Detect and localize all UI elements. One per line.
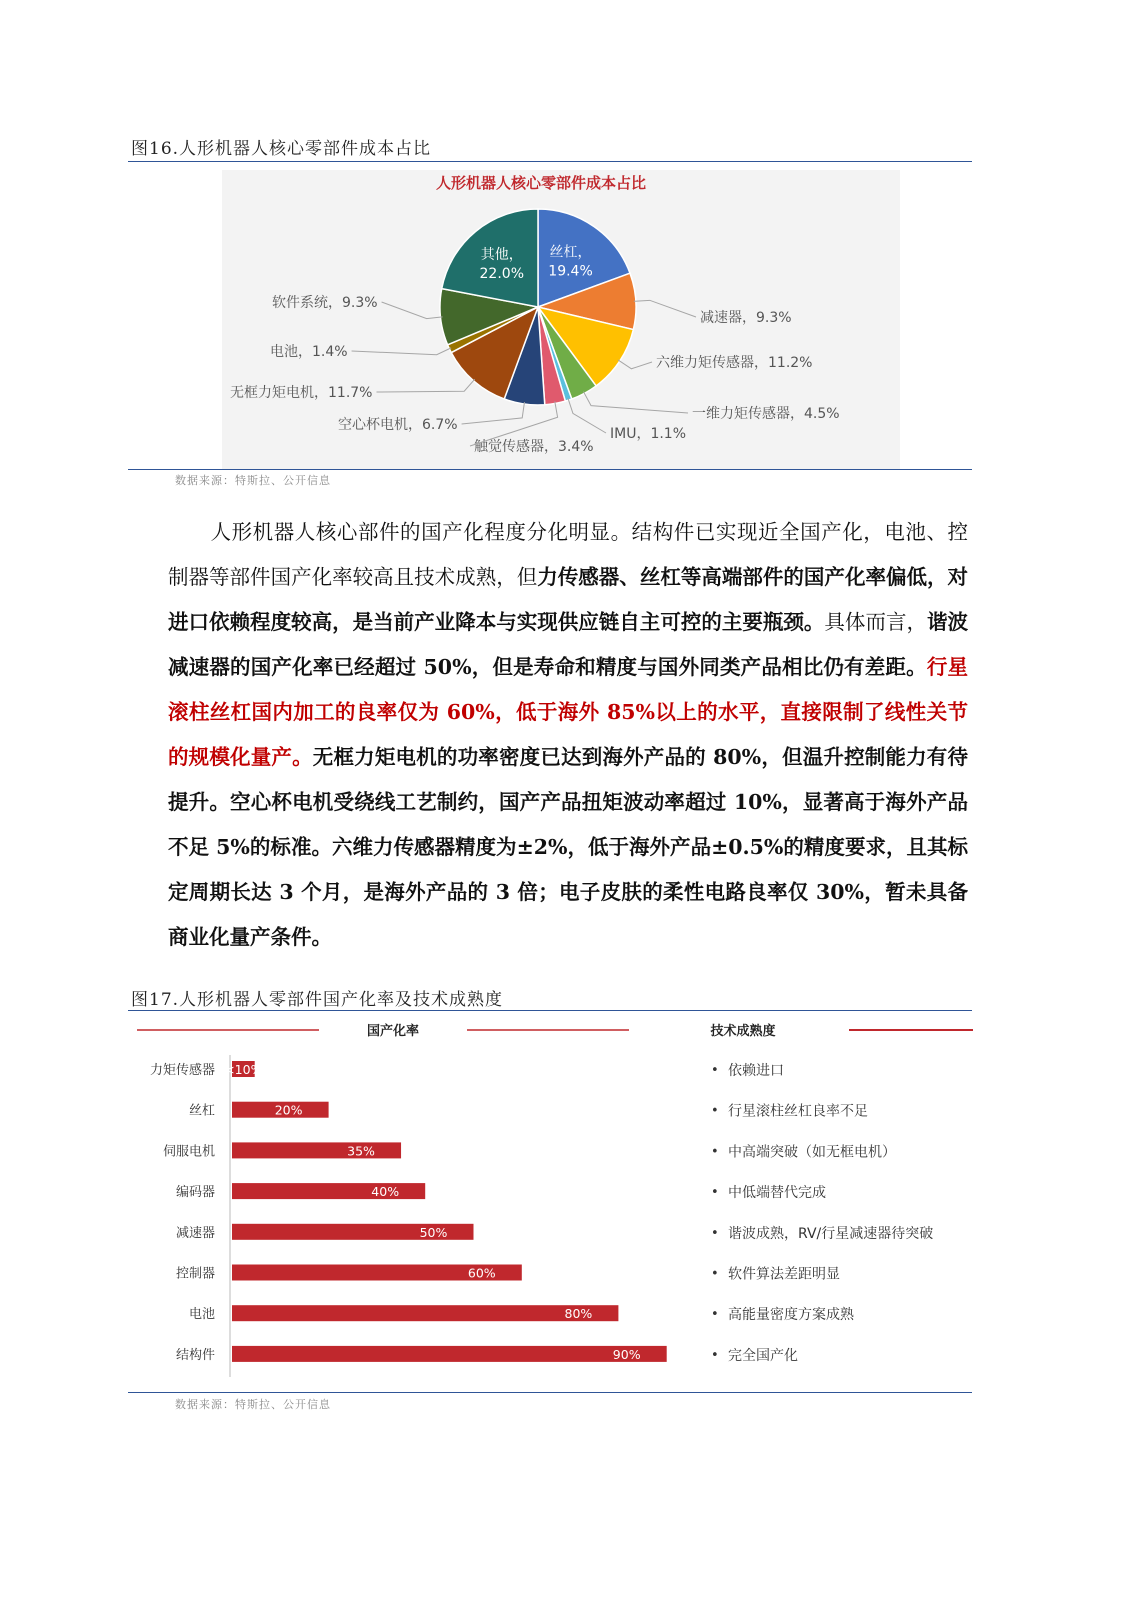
maturity-bullet: •	[711, 1225, 719, 1241]
bar-group	[150, 1061, 933, 1364]
pie-leader-line	[352, 348, 452, 355]
maturity-bullet: •	[711, 1266, 719, 1282]
pie-slice-label: 六维力矩传感器，11.2%	[656, 355, 813, 371]
bar-value-label: 40%	[371, 1184, 400, 1200]
figure16-caption: 图16.人形机器人核心零部件成本占比	[131, 139, 432, 159]
pie-leader-line	[376, 379, 474, 392]
maturity-text: 谐波成熟，RV/行星减速器待突破	[728, 1225, 934, 1242]
pie-slice-label: 减速器，9.3%	[700, 310, 792, 326]
body-red-highlight: 行星滚柱丝杠国内加工的良率仅为 60%，低于海外 85%以上的水平，直接限制了线性关节的规模化量产。	[168, 655, 968, 769]
pie-slice-label: 其他，	[480, 247, 523, 264]
maturity-text: 中高端突破（如无框电机）	[728, 1144, 896, 1161]
pie-slice-label: 丝杠，	[549, 244, 592, 261]
header-tech-maturity: 技术成熟度	[710, 1024, 776, 1039]
pie-leader-line	[634, 300, 696, 317]
maturity-text: 完全国产化	[728, 1347, 798, 1364]
body-intro: 人形机器人核心部件的国产化程度分化明显。结构件已实现近全国产化，电池、控制器等部件国产化率较高且技术成熟，但	[168, 520, 968, 589]
body-bold-3: 无框力矩电机的功率密度已达到海外产品的 80%，但温升控制能力有待提升。空心杯电机受绕线工艺制约，国产产品扭矩波动率超过 10%，显著高于海外产品不足 5%的标准。六维力传感器精度为±2%，低于海外产品±0.5%的精度要求，且其标定周期长达 3 个月，是海外产品的 3 倍；电子皮肤的柔性电路良率仅 30%，暂未具备商业化量产条件。	[168, 745, 968, 949]
figure17-caption: 图17.人形机器人零部件国产化率及技术成熟度	[131, 990, 504, 1010]
bar-category-label: 控制器	[175, 1266, 215, 1282]
pie-leader-line	[568, 398, 606, 433]
bar-category-label: 力矩传感器	[149, 1063, 215, 1078]
maturity-bullet: •	[711, 1063, 719, 1078]
bar-value-label: 60%	[467, 1265, 496, 1281]
bar-value-label: 50%	[419, 1224, 448, 1240]
maturity-text: 高能量密度方案成熟	[728, 1307, 854, 1324]
pie-slice-label: 电池，1.4%	[270, 344, 348, 360]
maturity-bullet: •	[711, 1103, 719, 1119]
figure17-bottom-rule	[128, 1392, 972, 1393]
maturity-text: 依赖进口	[728, 1063, 784, 1079]
figure16-top-rule	[128, 161, 972, 162]
pie-slice-label: 触觉传感器，3.4%	[474, 439, 594, 455]
bar-category-label: 减速器	[175, 1225, 215, 1241]
bar	[232, 1142, 401, 1158]
pie-leader-line	[618, 360, 652, 369]
figure17-top-rule	[128, 1010, 972, 1011]
body-plain-2: 具体而言，	[824, 610, 927, 634]
pie-leader-line	[382, 302, 443, 319]
pie-slice-value: 22.0%	[479, 266, 525, 283]
figure17-source: 数据来源：特斯拉、公开信息	[175, 1398, 331, 1411]
bar-value-label: 80%	[564, 1306, 593, 1322]
pie-chart	[222, 170, 900, 470]
bar-value-label: 35%	[347, 1143, 375, 1159]
pie-slice-label: 空心杯电机，6.7%	[338, 417, 458, 433]
maturity-bullet: •	[711, 1144, 719, 1160]
bar	[232, 1346, 667, 1362]
pie-chart-panel	[222, 170, 900, 470]
maturity-bullet: •	[711, 1307, 719, 1323]
figure16-source: 数据来源：特斯拉、公开信息	[175, 474, 331, 487]
bar-value-label: <10%	[224, 1062, 263, 1077]
pie-slice-label: 软件系统，9.3%	[272, 295, 378, 311]
maturity-text: 软件算法差距明显	[728, 1266, 840, 1283]
figure16-bottom-rule	[128, 469, 972, 470]
bar-category-label: 电池	[188, 1307, 215, 1323]
bar	[232, 1305, 618, 1321]
bar-category-label: 编码器	[175, 1185, 215, 1201]
bar-value-label: 90%	[612, 1346, 641, 1362]
maturity-text: 中低端替代完成	[728, 1185, 826, 1202]
pie-slice-value: 19.4%	[548, 263, 593, 280]
body-paragraph	[168, 510, 968, 960]
bar-category-label: 伺服电机	[162, 1144, 215, 1160]
body-bold-2: 谐波减速器的国产化率已经超过 50%，但是寿命和精度与国外同类产品相比仍有差距。	[168, 610, 969, 679]
pie-title: 人形机器人核心零部件成本占比	[435, 174, 647, 192]
maturity-bullet: •	[711, 1185, 719, 1201]
maturity-text: 行星滚柱丝杠良率不足	[728, 1103, 868, 1120]
bar-category-label: 结构件	[175, 1347, 215, 1363]
maturity-bullet: •	[711, 1347, 719, 1363]
pie-leader-line	[583, 392, 688, 413]
header-localization-rate: 国产化率	[366, 1024, 420, 1039]
pie-slice-label: 一维力矩传感器，4.5%	[692, 406, 840, 422]
pie-leader-line	[462, 402, 525, 424]
localization-bar-chart	[131, 1015, 976, 1390]
bar-value-label: 20%	[274, 1102, 303, 1118]
body-bold-1: 力传感器、丝杠等高端部件的国产化率偏低，对进口依赖程度较高，是当前产业降本与实现供应链自主可控的主要瓶颈。	[168, 565, 969, 634]
pie-slice-label: 无框力矩电机，11.7%	[230, 385, 373, 401]
bar-category-label: 丝杠	[188, 1103, 215, 1119]
pie-slice-label: IMU，1.1%	[610, 426, 687, 442]
